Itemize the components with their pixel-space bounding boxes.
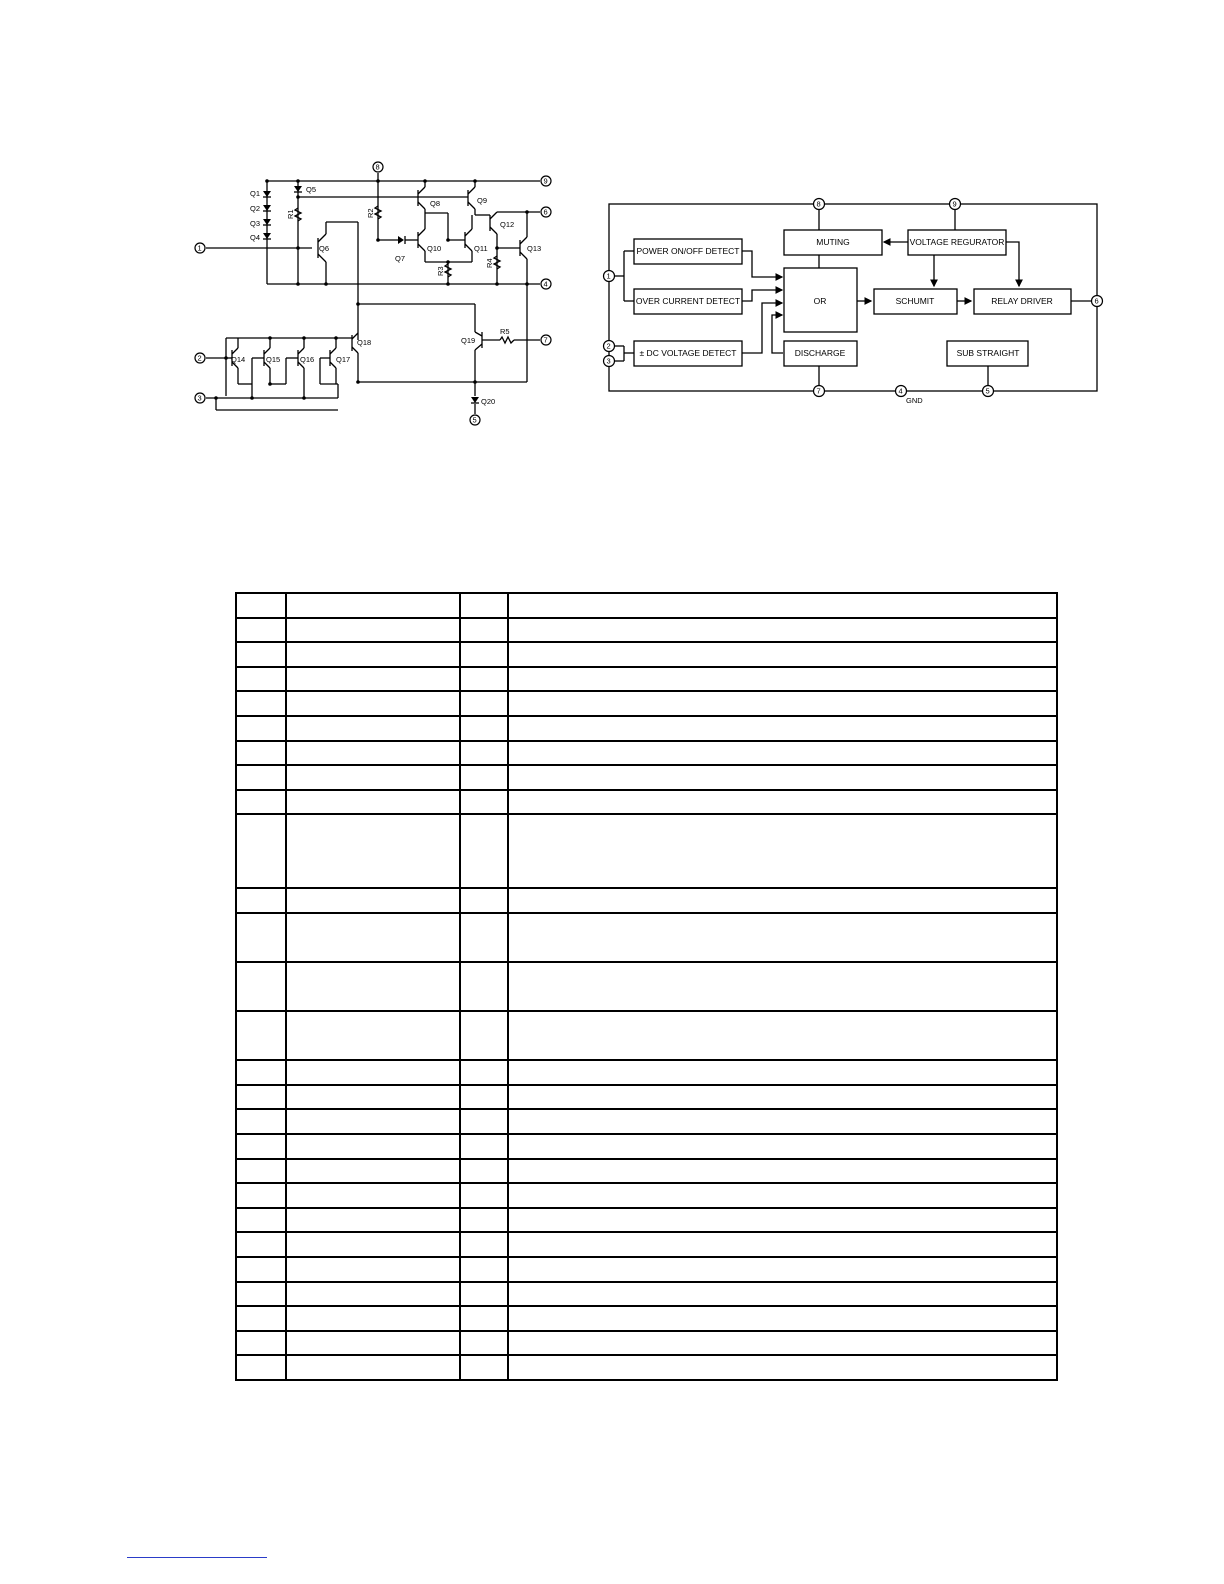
table-cell xyxy=(460,790,508,815)
table-cell xyxy=(460,716,508,741)
table-cell xyxy=(236,1232,286,1257)
table-cell xyxy=(508,1306,1057,1331)
table-cell xyxy=(286,667,460,692)
schematic-labels xyxy=(231,185,541,406)
table-cell xyxy=(460,618,508,643)
table-row xyxy=(236,765,1057,790)
label-q10: Q10 xyxy=(427,244,442,253)
label-q18: Q18 xyxy=(357,338,372,347)
blk-pin-6: 6 xyxy=(1094,296,1099,306)
table-cell xyxy=(236,888,286,913)
table-cell xyxy=(286,716,460,741)
table-cell xyxy=(508,1282,1057,1307)
blk-pin-8: 8 xyxy=(816,199,821,209)
table-row xyxy=(236,667,1057,692)
table-cell xyxy=(460,1085,508,1110)
table-row xyxy=(236,1331,1057,1356)
svg-text:± DC VOLTAGE DETECT: ± DC VOLTAGE DETECT xyxy=(639,348,737,358)
table-cell xyxy=(508,593,1057,618)
table-cell xyxy=(286,593,460,618)
svg-text:DISCHARGE: DISCHARGE xyxy=(794,348,846,358)
table-cell xyxy=(508,1159,1057,1184)
table-row xyxy=(236,1134,1057,1159)
table-cell xyxy=(286,1060,460,1085)
sch-pin-2: 2 xyxy=(197,353,202,363)
table-cell xyxy=(508,741,1057,766)
table-cell xyxy=(508,765,1057,790)
svg-text:MUTING: MUTING xyxy=(816,237,850,247)
table-row xyxy=(236,741,1057,766)
table-cell xyxy=(286,814,460,888)
table-cell xyxy=(286,1355,460,1380)
table-cell xyxy=(460,1257,508,1282)
table-cell xyxy=(236,1060,286,1085)
table-row xyxy=(236,1306,1057,1331)
footer-link-underline xyxy=(127,1557,267,1558)
blk-pin-1: 1 xyxy=(606,271,611,281)
sch-pin-3: 3 xyxy=(197,393,202,403)
table-cell xyxy=(460,642,508,667)
table-cell xyxy=(236,790,286,815)
table-cell xyxy=(286,1085,460,1110)
table-cell xyxy=(460,1134,508,1159)
table-cell xyxy=(286,1183,460,1208)
table-cell xyxy=(236,593,286,618)
table-cell xyxy=(236,716,286,741)
table-cell xyxy=(460,1060,508,1085)
svg-text:SUB STRAIGHT: SUB STRAIGHT xyxy=(956,348,1020,358)
table-row xyxy=(236,913,1057,962)
label-q20: Q20 xyxy=(481,397,496,406)
table-row xyxy=(236,1159,1057,1184)
label-q16: Q16 xyxy=(300,355,315,364)
table-row xyxy=(236,1282,1057,1307)
sch-pin-6: 6 xyxy=(543,207,548,217)
table-cell xyxy=(236,1134,286,1159)
table-row xyxy=(236,1085,1057,1110)
schematic-resistors xyxy=(295,206,514,343)
table-cell xyxy=(460,1183,508,1208)
table-row xyxy=(236,593,1057,618)
table-cell xyxy=(236,1011,286,1060)
table-row xyxy=(236,962,1057,1011)
table-cell xyxy=(508,1208,1057,1233)
label-q13: Q13 xyxy=(527,244,542,253)
table-row xyxy=(236,1208,1057,1233)
blk-pin-9: 9 xyxy=(952,199,957,209)
table-row xyxy=(236,1183,1057,1208)
table-cell xyxy=(236,1085,286,1110)
block-muting xyxy=(784,230,882,255)
table-cell xyxy=(460,1011,508,1060)
table-cell xyxy=(286,790,460,815)
table-cell xyxy=(508,1060,1057,1085)
block-sub-straight xyxy=(947,341,1028,366)
table-cell xyxy=(460,1306,508,1331)
table-cell xyxy=(460,1159,508,1184)
table-cell xyxy=(286,1232,460,1257)
svg-text:VOLTAGE REGURATOR: VOLTAGE REGURATOR xyxy=(909,237,1005,247)
block-or xyxy=(784,268,857,332)
table-cell xyxy=(286,1306,460,1331)
label-q3: Q3 xyxy=(250,219,261,228)
sch-pin-5: 5 xyxy=(472,415,477,425)
label-r4: R4 xyxy=(485,258,494,268)
table-row xyxy=(236,814,1057,888)
table-cell xyxy=(286,691,460,716)
label-r2: R2 xyxy=(366,208,375,218)
label-r5: R5 xyxy=(500,327,510,336)
table-cell xyxy=(236,642,286,667)
table-cell xyxy=(460,667,508,692)
table-cell xyxy=(236,1159,286,1184)
table-cell xyxy=(460,1208,508,1233)
table-cell xyxy=(460,741,508,766)
table-cell xyxy=(508,1331,1057,1356)
gnd-label: GND xyxy=(906,396,923,405)
block-over-current xyxy=(634,289,742,314)
table-cell xyxy=(286,1011,460,1060)
blk-pin-5: 5 xyxy=(985,386,990,396)
table-cell xyxy=(236,962,286,1011)
table-cell xyxy=(508,814,1057,888)
table-cell xyxy=(460,1331,508,1356)
table-row xyxy=(236,1109,1057,1134)
table-cell xyxy=(508,1085,1057,1110)
table-cell xyxy=(460,1355,508,1380)
table-cell xyxy=(508,1355,1057,1380)
table-cell xyxy=(508,1109,1057,1134)
table-row xyxy=(236,790,1057,815)
sch-pin-7: 7 xyxy=(543,335,548,345)
table-cell xyxy=(286,888,460,913)
table-cell xyxy=(508,1232,1057,1257)
table-cell xyxy=(236,691,286,716)
table-cell xyxy=(286,642,460,667)
table-cell xyxy=(286,1257,460,1282)
label-q6: Q6 xyxy=(319,244,330,253)
block-power-detect xyxy=(634,239,742,264)
table-cell xyxy=(508,691,1057,716)
blk-pin-4: 4 xyxy=(898,386,903,396)
table-cell xyxy=(236,913,286,962)
table-row xyxy=(236,642,1057,667)
table-cell xyxy=(286,1134,460,1159)
table-row xyxy=(236,1060,1057,1085)
table-row xyxy=(236,1011,1057,1060)
table-cell xyxy=(508,888,1057,913)
block-diagram xyxy=(596,192,1108,408)
equivalent-circuit-schematic xyxy=(188,156,558,432)
table-cell xyxy=(460,1282,508,1307)
table-cell xyxy=(460,1232,508,1257)
table-cell xyxy=(236,765,286,790)
table-cell xyxy=(460,1109,508,1134)
sch-pin-1: 1 xyxy=(197,243,202,253)
table-cell xyxy=(460,913,508,962)
table-cell xyxy=(508,962,1057,1011)
table-row xyxy=(236,888,1057,913)
block-schumit xyxy=(874,289,957,314)
table-cell xyxy=(286,962,460,1011)
label-q11: Q11 xyxy=(474,244,488,253)
table-cell xyxy=(286,741,460,766)
svg-text:POWER ON/OFF DETECT: POWER ON/OFF DETECT xyxy=(636,246,740,256)
block-relay-driver xyxy=(974,289,1071,314)
table-row xyxy=(236,1257,1057,1282)
table-cell xyxy=(460,691,508,716)
table-cell xyxy=(236,667,286,692)
label-q7: Q7 xyxy=(395,254,406,263)
svg-text:RELAY DRIVER: RELAY DRIVER xyxy=(991,296,1053,306)
table-cell xyxy=(508,1183,1057,1208)
table-row xyxy=(236,1232,1057,1257)
table-cell xyxy=(236,1109,286,1134)
label-q4: Q4 xyxy=(250,233,261,242)
sch-pin-8: 8 xyxy=(375,162,380,172)
table-cell xyxy=(286,618,460,643)
svg-text:OR: OR xyxy=(813,296,827,306)
label-q15: Q15 xyxy=(266,355,281,364)
blk-pin-3: 3 xyxy=(606,356,611,366)
table-row xyxy=(236,1355,1057,1380)
table-cell xyxy=(460,814,508,888)
block-voltage-regulator xyxy=(908,230,1006,255)
svg-text:SCHUMIT: SCHUMIT xyxy=(895,296,935,306)
table-cell xyxy=(508,618,1057,643)
label-q1: Q1 xyxy=(250,189,261,198)
table-cell xyxy=(508,716,1057,741)
label-q19: Q19 xyxy=(461,336,476,345)
label-q14: Q14 xyxy=(231,355,246,364)
table-cell xyxy=(236,1306,286,1331)
table-cell xyxy=(236,1355,286,1380)
table-cell xyxy=(460,962,508,1011)
table-cell xyxy=(236,741,286,766)
table-row xyxy=(236,618,1057,643)
table-cell xyxy=(286,1159,460,1184)
table-cell xyxy=(508,1011,1057,1060)
label-r1: R1 xyxy=(286,209,295,219)
table-cell xyxy=(236,1208,286,1233)
table-row xyxy=(236,691,1057,716)
table-cell xyxy=(236,1282,286,1307)
table-cell xyxy=(286,1282,460,1307)
table-cell xyxy=(460,593,508,618)
table-cell xyxy=(236,814,286,888)
label-q12: Q12 xyxy=(500,220,515,229)
table-cell xyxy=(236,1183,286,1208)
schematic-pins xyxy=(195,162,551,425)
table-cell xyxy=(508,1257,1057,1282)
label-q8: Q8 xyxy=(430,199,441,208)
table-row xyxy=(236,716,1057,741)
label-q2: Q2 xyxy=(250,204,261,213)
table-cell xyxy=(508,667,1057,692)
table-cell xyxy=(508,642,1057,667)
label-q9: Q9 xyxy=(477,196,488,205)
label-q5: Q5 xyxy=(306,185,317,194)
sch-pin-9: 9 xyxy=(543,176,548,186)
table-cell xyxy=(286,1109,460,1134)
table-cell xyxy=(236,1331,286,1356)
table-cell xyxy=(286,1331,460,1356)
table-cell xyxy=(508,1134,1057,1159)
table-cell xyxy=(508,913,1057,962)
table-cell xyxy=(460,765,508,790)
table-cell xyxy=(236,618,286,643)
block-dc-voltage xyxy=(634,341,742,366)
svg-text:OVER CURRENT DETECT: OVER CURRENT DETECT xyxy=(635,296,741,306)
sch-pin-4: 4 xyxy=(543,279,548,289)
label-r3: R3 xyxy=(436,266,445,276)
pin-description-table xyxy=(235,592,1058,1381)
block-discharge xyxy=(784,341,857,366)
table-cell xyxy=(508,790,1057,815)
table-cell xyxy=(460,888,508,913)
table-cell xyxy=(236,1257,286,1282)
blk-pin-2: 2 xyxy=(606,341,611,351)
table-cell xyxy=(286,913,460,962)
blk-pin-7: 7 xyxy=(816,386,821,396)
table-cell xyxy=(286,1208,460,1233)
table-cell xyxy=(286,765,460,790)
pin-table-body xyxy=(236,593,1057,1380)
label-q17: Q17 xyxy=(336,355,351,364)
